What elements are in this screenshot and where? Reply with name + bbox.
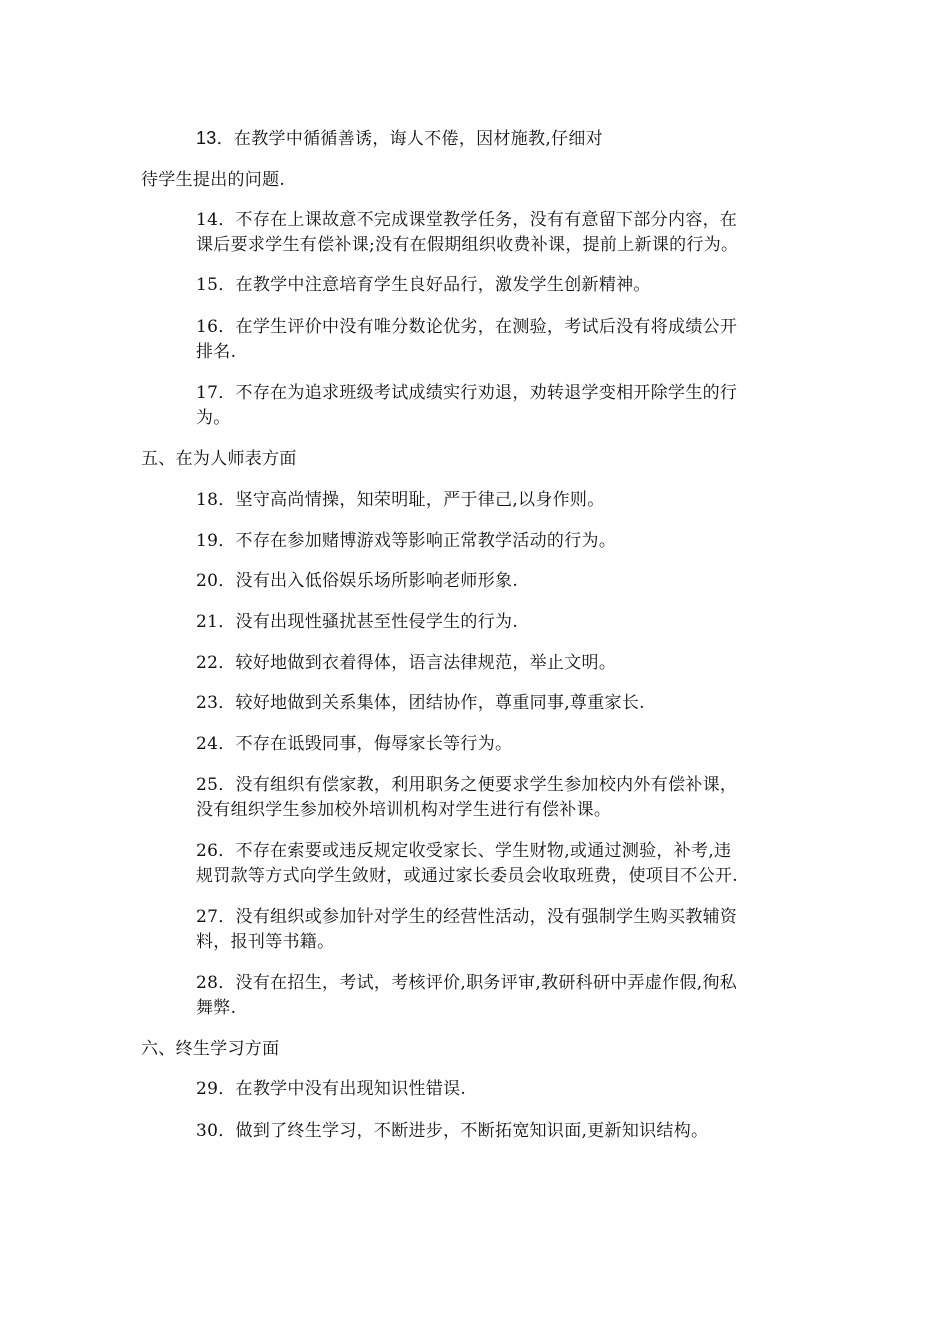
section-6-heading: 六、终生学习方面 (141, 1039, 280, 1059)
item-29-line-1: 29．在教学中没有出现知识性错误. (196, 1079, 467, 1099)
item-22-line-1: 22．较好地做到衣着得体，语言法律规范，举止文明。 (196, 653, 617, 673)
item-26-line-1: 26．不存在索要或违反规定收受家长、学生财物,或通过测验，补考,违 (196, 841, 732, 861)
item-13-line-2: 待学生提出的问题. (141, 170, 286, 190)
item-27-line-1: 27．没有组织或参加针对学生的经营性活动，没有强制学生购买教辅资 (196, 907, 738, 927)
item-17-line-2: 为。 (196, 408, 231, 428)
item-19-line-1: 19．不存在参加赌博游戏等影响正常教学活动的行为。 (196, 531, 617, 551)
item-25-line-1: 25．没有组织有偿家教，利用职务之便要求学生参加校内外有偿补课， (196, 775, 738, 795)
item-26-line-2: 规罚款等方式向学生敛财，或通过家长委员会收取班费，使项目不公开. (196, 866, 739, 886)
item-28-line-2: 舞弊. (196, 998, 237, 1018)
item-27-line-2: 料，报刊等书籍。 (196, 932, 335, 952)
item-14-line-2: 课后要求学生有偿补课;没有在假期组织收费补课，提前上新课的行为。 (196, 235, 739, 255)
item-15-line-1: 15．在教学中注意培育学生良好品行，激发学生创新精神。 (196, 275, 651, 295)
item-13-line-1 (196, 127, 603, 150)
item-17-line-1: 17．不存在为追求班级考试成绩实行劝退，劝转退学变相开除学生的行 (196, 383, 738, 403)
item-13-text: ．在教学中循循善诱，诲人不倦，因材施教,仔细对 (216, 129, 603, 149)
item-21-line-1: 21．没有出现性骚扰甚至性侵学生的行为. (196, 612, 519, 632)
item-30-line-1: 30．做到了终生学习，不断进步，不断拓宽知识面,更新知识结构。 (196, 1121, 709, 1141)
item-14-line-1: 14．不存在上课故意不完成课堂教学任务，没有有意留下部分内容，在 (196, 210, 738, 230)
item-16-line-1: 16．在学生评价中没有唯分数论优劣，在测验，考试后没有将成绩公开 (196, 317, 738, 337)
item-23-line-1: 23．较好地做到关系集体，团结协作，尊重同事,尊重家长. (196, 693, 645, 713)
item-28-line-1: 28．没有在招生，考试，考核评价,职务评审,教研科研中弄虚作假,徇私 (196, 973, 738, 993)
item-13-number: 13 (196, 128, 217, 148)
item-16-line-2: 排名. (196, 342, 237, 362)
section-5-heading: 五、在为人师表方面 (141, 449, 297, 469)
item-18-line-1: 18．坚守高尚情操，知荣明耻，严于律己,以身作则。 (196, 490, 605, 510)
item-24-line-1: 24．不存在诋毁同事，侮辱家长等行为。 (196, 734, 513, 754)
item-20-line-1: 20．没有出入低俗娱乐场所影响老师形象. (196, 571, 519, 591)
item-25-line-2: 没有组织学生参加校外培训机构对学生进行有偿补课。 (196, 800, 612, 820)
